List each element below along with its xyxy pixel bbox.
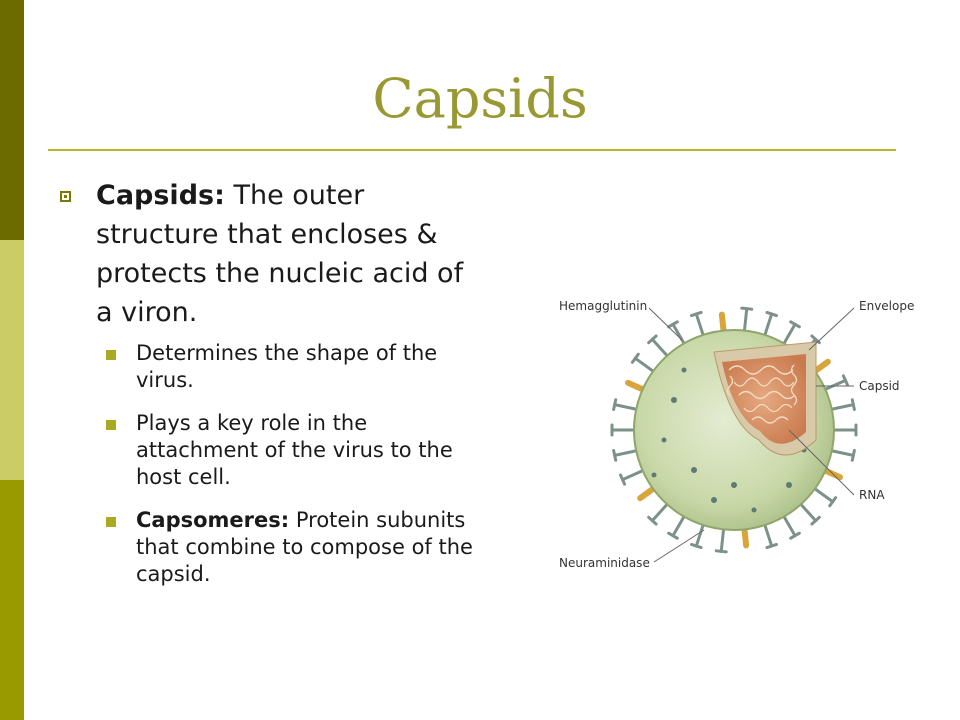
- spike-cap: [852, 400, 854, 410]
- hemagglutinin-spike: [635, 358, 654, 372]
- title-underline: [48, 149, 896, 151]
- hemagglutinin-spike: [623, 470, 645, 480]
- hemagglutinin-spike: [673, 324, 685, 345]
- sub-bullet-term: Capsomeres:: [136, 508, 290, 532]
- hemagglutinin-spike: [830, 405, 853, 410]
- hemagglutinin-spike: [764, 523, 771, 546]
- hemagglutinin-spike: [744, 309, 747, 333]
- main-bullet-term: Capsids:: [96, 180, 225, 211]
- spike-cap: [843, 376, 847, 385]
- label-capsid: Capsid: [859, 379, 900, 393]
- sub-bullet: [56, 507, 476, 588]
- sidebar-band-bottom: [0, 480, 24, 720]
- sub-bullet-text: Determines the shape of the virus.: [136, 341, 438, 392]
- spike-cap: [716, 551, 726, 552]
- sub-bullet-list: [56, 340, 476, 588]
- hemagglutinin-spike: [824, 380, 846, 390]
- hemagglutinin-spike: [783, 324, 795, 345]
- square-bullet-icon: [106, 350, 116, 360]
- hemagglutinin-spike: [783, 515, 795, 536]
- virus-diagram: [554, 290, 954, 590]
- sidebar-band-middle: [0, 240, 24, 480]
- spike-cap: [852, 450, 854, 460]
- spike-cap: [742, 308, 752, 309]
- slide-title: Capsids: [372, 67, 588, 130]
- hemagglutinin-spike: [696, 314, 703, 337]
- sub-bullet: [56, 410, 476, 491]
- square-bullet-icon: [106, 517, 116, 527]
- sub-bullet: [56, 340, 476, 394]
- spike-cap: [767, 544, 777, 547]
- spike-cap: [692, 312, 702, 315]
- spike-cap: [621, 475, 625, 484]
- hemagglutinin-spike: [615, 405, 638, 410]
- spike-cap: [767, 312, 777, 315]
- hemagglutinin-spike: [830, 450, 853, 455]
- sub-bullet-text: Plays a key role in the attachment of the virus to the host cell.: [136, 411, 453, 489]
- spike-cap: [614, 400, 616, 410]
- label-envelope: Envelope: [859, 299, 915, 313]
- hemagglutinin-spike: [764, 314, 771, 337]
- label-neuraminidase: Neuraminidase: [559, 556, 650, 570]
- main-bullet: [56, 176, 476, 332]
- spike-cap: [614, 450, 616, 460]
- hemagglutinin-spike: [721, 527, 724, 551]
- square-bullet-icon: [106, 420, 116, 430]
- hemagglutinin-spike: [800, 503, 816, 521]
- hemagglutinin-spike: [615, 450, 638, 455]
- square-bullet-icon: [60, 191, 71, 202]
- label-hemagglutinin: Hemagglutinin: [559, 299, 648, 313]
- hemagglutinin-spike: [652, 503, 668, 521]
- spike-cap: [692, 544, 702, 547]
- main-bullet-text: The outer structure that encloses & protects the nucleic acid of a viron.: [96, 180, 464, 328]
- hemagglutinin-spike: [652, 339, 668, 357]
- hemagglutinin-spike: [673, 515, 685, 536]
- label-rna: RNA: [859, 488, 885, 502]
- bullet-list: [56, 176, 476, 588]
- hemagglutinin-spike: [813, 488, 832, 502]
- sub-bullet-text: Protein subunits that combine to compose of the capsid.: [136, 508, 473, 586]
